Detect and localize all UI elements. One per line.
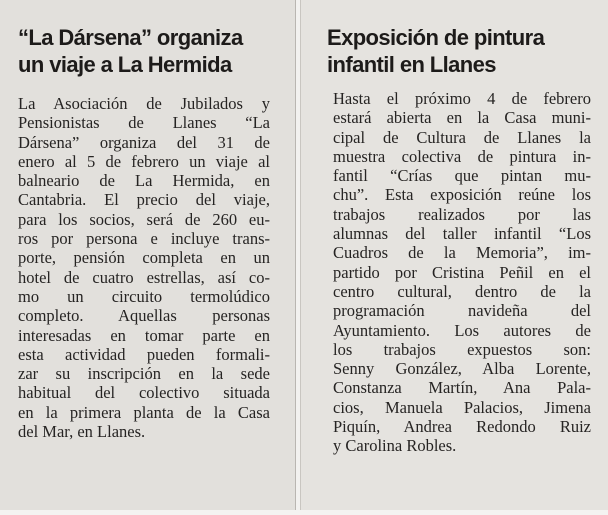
body-line: mo un circuito termolúdico xyxy=(18,286,270,306)
body-line: enero al 5 de febrero un viaje al xyxy=(18,151,270,171)
body-line: interesadas en tomar parte en xyxy=(18,325,270,345)
body-line: Ayuntamiento. Los autores de xyxy=(333,320,591,340)
body-line: habitual del colectivo situada xyxy=(18,383,270,403)
body-line: del Mar, en Llanes. xyxy=(18,422,146,442)
body-line: ros por persona e incluye trans- xyxy=(18,229,270,249)
body-line: fantil “Crías que pintan mu- xyxy=(333,166,591,186)
right-headline-line: infantil en Llanes xyxy=(327,52,496,77)
body-line: Cantabria. El precio del viaje, xyxy=(18,190,270,210)
body-line: Hasta el próximo 4 de febrero xyxy=(333,89,591,108)
right-headline xyxy=(327,24,544,78)
body-line: Pensionistas de Llanes “La xyxy=(18,113,270,133)
body-line: Cuadros de la Memoria”, im- xyxy=(333,243,591,263)
body-line: Dársena” organiza del 31 de xyxy=(18,132,270,152)
left-headline-line: un viaje a La Hermida xyxy=(18,52,232,77)
body-line: y Carolina Robles. xyxy=(333,436,457,456)
body-line: partido por Cristina Peñil en el xyxy=(333,262,591,282)
body-line: programación navideña del xyxy=(333,301,591,321)
body-line: los trabajos expuestos son: xyxy=(333,339,591,359)
body-line: trabajos realizados por las xyxy=(333,204,591,224)
body-line: hotel de cuatro estrellas, así co- xyxy=(18,267,270,287)
right-headline-line: Exposición de pintura xyxy=(327,25,545,50)
body-line: zar su inscripción en la sede xyxy=(18,364,270,384)
body-line: La Asociación de Jubilados y xyxy=(18,94,270,113)
body-line: completo. Aquellas personas xyxy=(18,306,270,326)
body-line: esta actividad pueden formali- xyxy=(18,344,270,364)
body-line: estará abierta en la Casa muni- xyxy=(333,108,591,128)
body-line: muestra colectiva de pintura in- xyxy=(333,146,591,166)
right-article-body xyxy=(333,89,591,456)
body-line: Senny González, Alba Lorente, xyxy=(333,359,591,379)
body-line: chu”. Esta exposición reúne los xyxy=(333,185,591,205)
left-article-body xyxy=(18,94,270,441)
body-line: Constanza Martín, Ana Pala- xyxy=(333,378,591,398)
body-line: alumnas del taller infantil “Los xyxy=(333,224,591,244)
body-line: centro cultural, dentro de la xyxy=(333,281,591,301)
body-line: cipal de Cultura de Llanes la xyxy=(333,127,591,147)
body-line: balneario de La Hermida, en xyxy=(18,171,270,191)
body-line: para los socios, será de 260 eu- xyxy=(18,209,270,229)
body-line: cios, Manuela Palacios, Jimena xyxy=(333,397,591,417)
body-line: en la primera planta de la Casa xyxy=(18,402,270,422)
body-line: porte, pensión completa en un xyxy=(18,248,270,268)
body-line: Piquín, Andrea Redondo Ruiz xyxy=(333,417,591,437)
left-headline-line: “La Dársena” organiza xyxy=(18,25,243,50)
left-headline xyxy=(18,24,243,78)
paper-edge xyxy=(0,510,608,515)
